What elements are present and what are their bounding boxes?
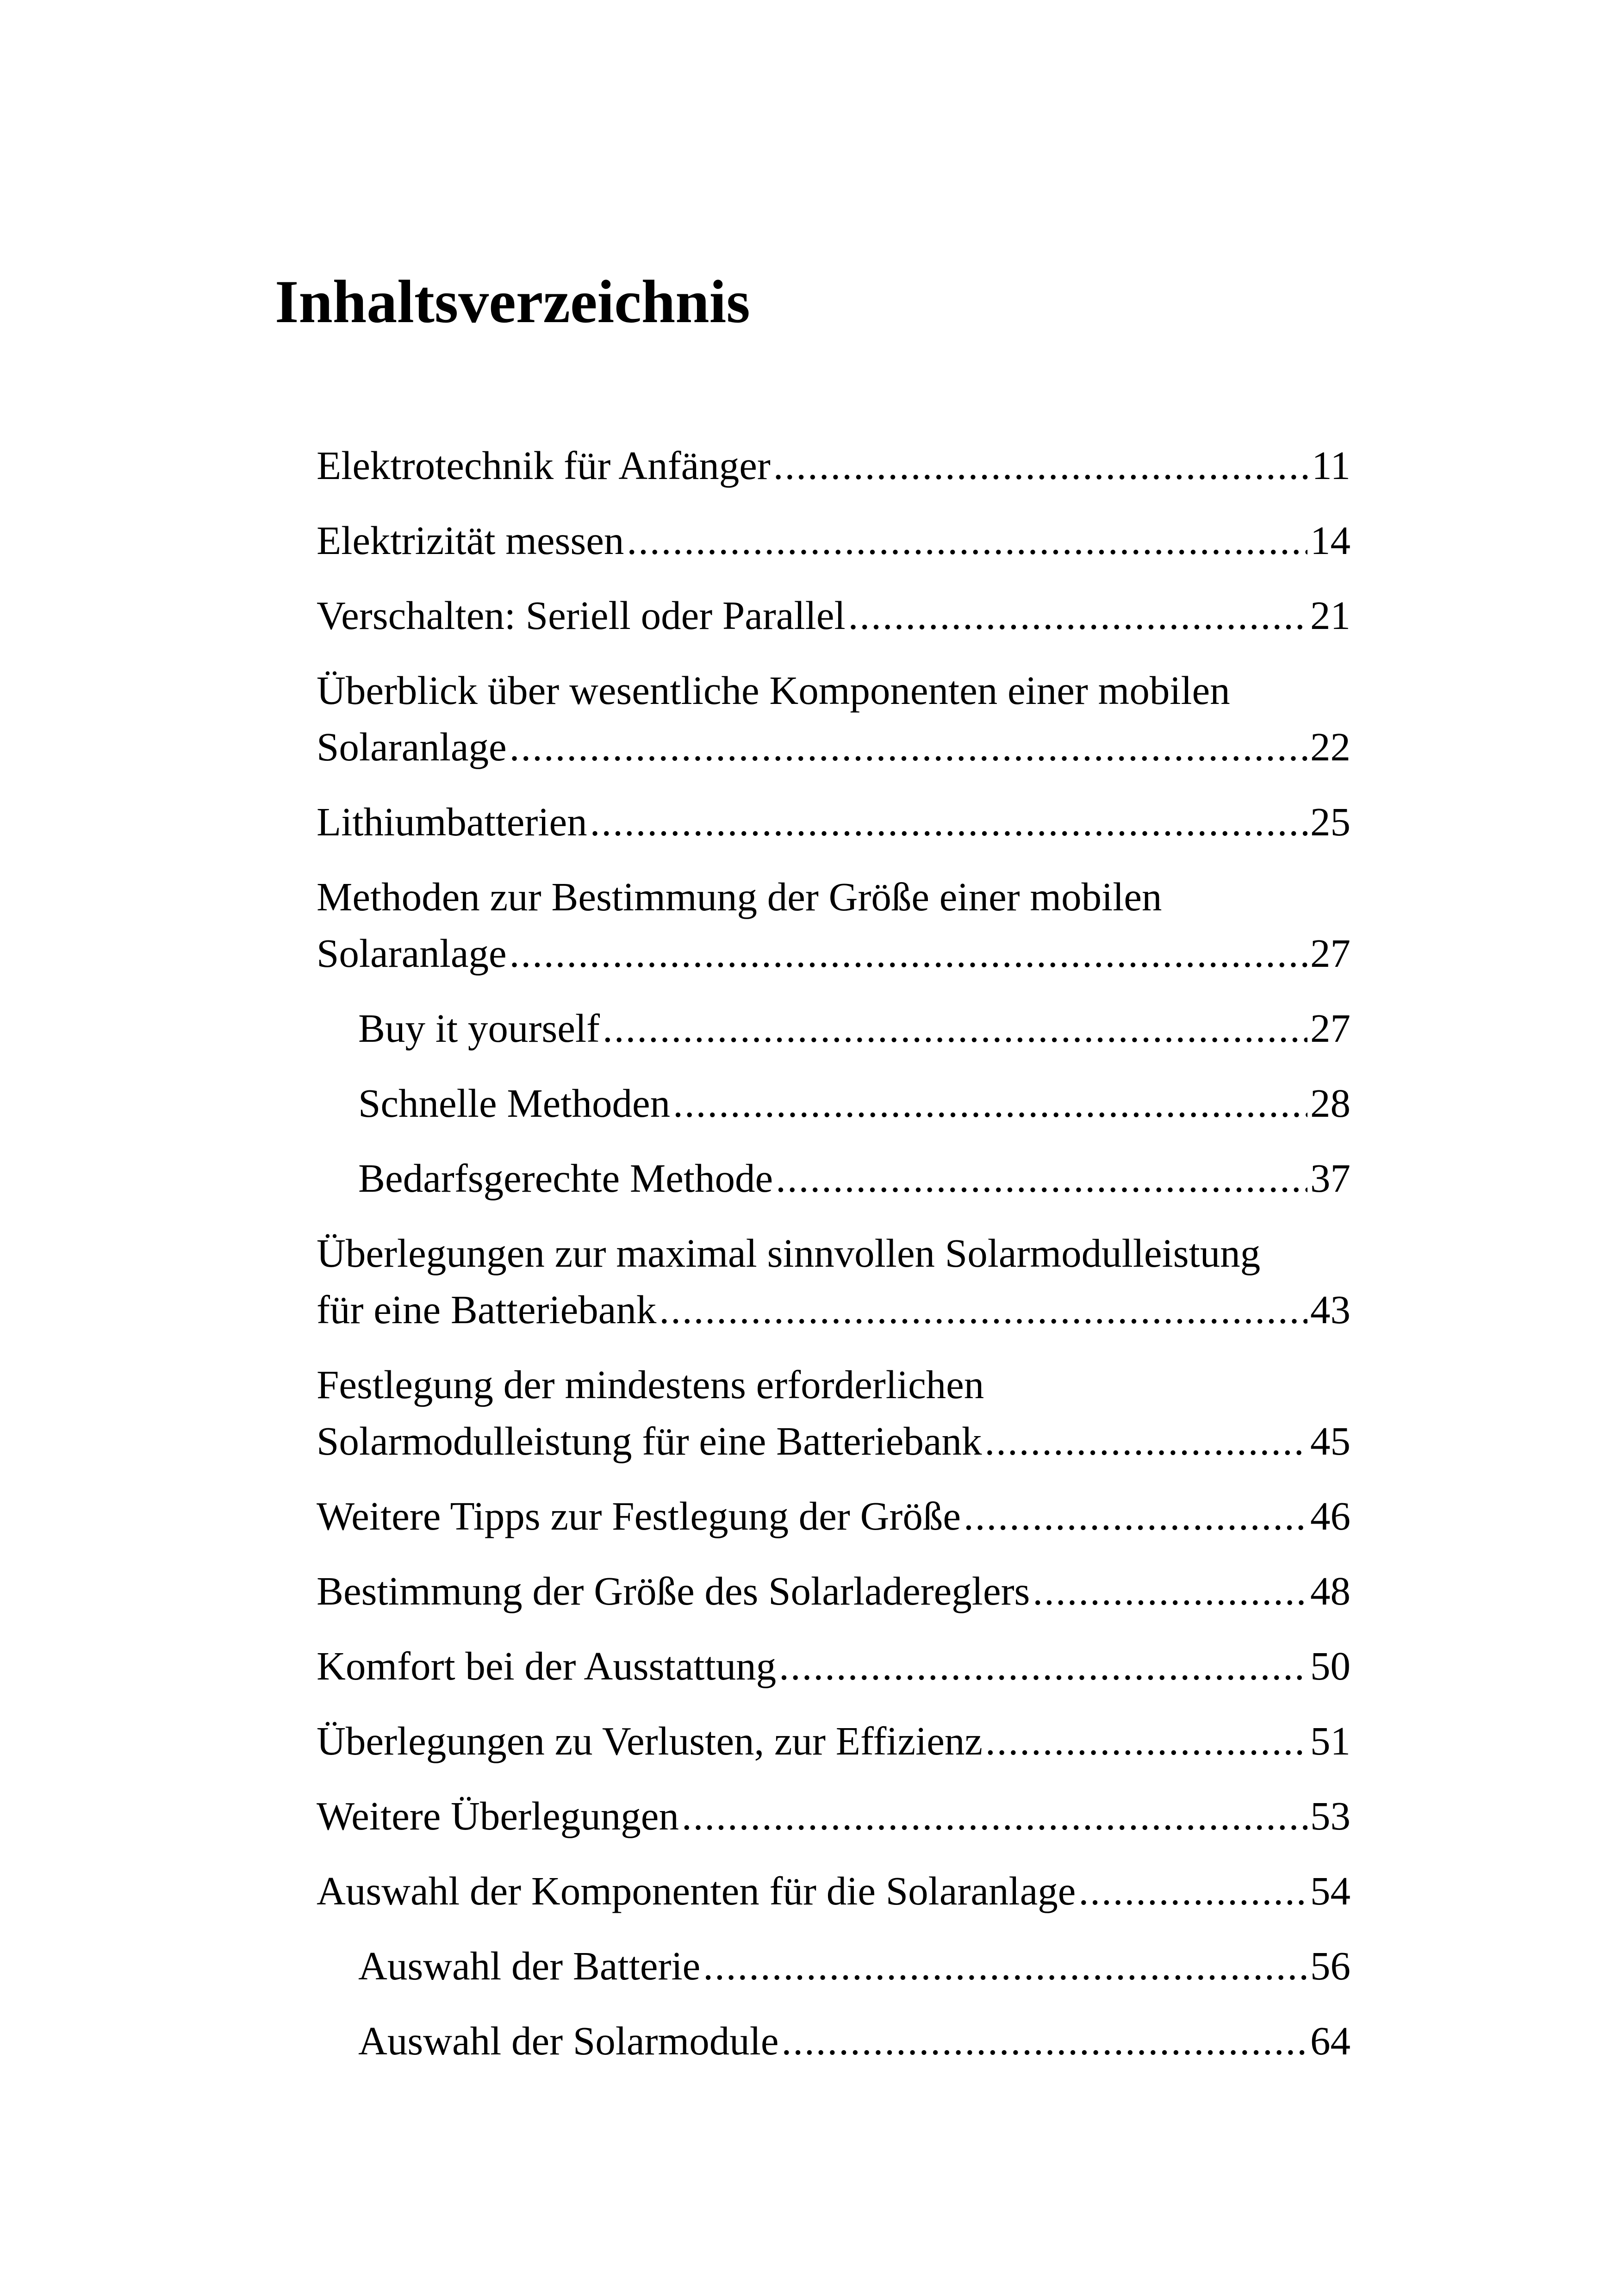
toc-subentry [358, 1156, 1350, 1201]
dot-leader [510, 727, 1307, 767]
toc-entry-page: 46 [1310, 1493, 1350, 1538]
toc-entry [317, 1718, 1350, 1763]
toc-entry-title: Lithiumbatterien [317, 799, 587, 844]
toc-entry-page: 51 [1310, 1718, 1350, 1763]
toc-entry [317, 1868, 1350, 1913]
toc-entry-title: Buy it yourself [358, 1006, 600, 1051]
dot-leader [1033, 1571, 1307, 1611]
toc-entry-title: Verschalten: Seriell oder Parallel [317, 593, 846, 638]
toc-entry-title: Schnelle Methoden [358, 1081, 671, 1126]
toc-entry [317, 518, 1350, 563]
toc-entry-page: 21 [1310, 593, 1350, 638]
page-title: Inhaltsverzeichnis [275, 268, 750, 336]
dot-leader [1078, 1871, 1307, 1911]
toc-entry-title-line: Festlegung der mindestens erforderlichen [317, 1362, 984, 1407]
toc-subentry [358, 1006, 1350, 1051]
toc-subentry [358, 1943, 1350, 1988]
toc-entry-page: 25 [1310, 799, 1350, 844]
toc-entry-page: 22 [1310, 724, 1350, 769]
dot-leader [776, 1158, 1307, 1198]
toc-entry-title: Weitere Überlegungen [317, 1793, 679, 1838]
dot-leader [964, 1496, 1307, 1536]
dot-leader [682, 1796, 1307, 1836]
toc-entry-title-line: Überblick über wesentliche Komponenten einer mobilen [317, 668, 1230, 713]
toc-entry-title: Bedarfsgerechte Methode [358, 1156, 773, 1201]
toc-entry-title: Solarmodulleistung für eine Batteriebank [317, 1419, 982, 1463]
dot-leader [603, 1008, 1307, 1048]
toc-entry-title: für eine Batteriebank [317, 1287, 657, 1332]
toc-entry [317, 443, 1350, 488]
toc-entry-title-line: Überlegungen zur maximal sinnvollen Solarmodulleistung [317, 1231, 1261, 1276]
toc-entry-page: 43 [1310, 1287, 1350, 1332]
toc-subentry [358, 1081, 1350, 1126]
toc-entry-title: Bestimmung der Größe des Solarladereglers [317, 1568, 1030, 1613]
toc-entry-page: 50 [1310, 1643, 1350, 1688]
dot-leader [659, 1289, 1307, 1330]
toc-entry-title: Komfort bei der Ausstattung [317, 1643, 777, 1688]
toc-entry-page: 64 [1310, 2018, 1350, 2063]
toc-entry-page: 27 [1310, 1006, 1350, 1051]
dot-leader [773, 445, 1309, 485]
toc-entry-title-line: Methoden zur Bestimmung der Größe einer mobilen [317, 874, 1162, 919]
toc-entry [317, 931, 1350, 976]
toc-entry-page: 37 [1310, 1156, 1350, 1201]
dot-leader [590, 802, 1307, 842]
dot-leader [703, 1946, 1307, 1986]
dot-leader [782, 2021, 1308, 2061]
toc-entry-page: 54 [1310, 1868, 1350, 1913]
toc-entry-title: Solaranlage [317, 724, 507, 769]
toc-entry [317, 799, 1350, 844]
toc-entry-page: 56 [1310, 1943, 1350, 1988]
toc-entry-page: 27 [1310, 931, 1350, 976]
toc-entry-page: 53 [1310, 1793, 1350, 1838]
toc-entry-title: Überlegungen zu Verlusten, zur Effizienz [317, 1718, 983, 1763]
toc-entry-title: Auswahl der Batterie [358, 1943, 701, 1988]
toc-entry [317, 593, 1350, 638]
dot-leader [985, 1421, 1307, 1461]
dot-leader [673, 1083, 1307, 1123]
dot-leader [985, 1721, 1307, 1761]
toc-entry-page: 11 [1312, 443, 1350, 488]
toc-entry [317, 1493, 1350, 1538]
toc-entry [317, 1793, 1350, 1838]
dot-leader [510, 933, 1307, 973]
toc-entry-title: Weitere Tipps zur Festlegung der Größe [317, 1493, 961, 1538]
toc-entry [317, 1643, 1350, 1688]
toc-entry-page: 45 [1310, 1419, 1350, 1463]
dot-leader [627, 520, 1307, 560]
toc-entry-title: Auswahl der Komponenten für die Solaranlage [317, 1868, 1076, 1913]
toc-entry-title: Auswahl der Solarmodule [358, 2018, 779, 2063]
toc-subentry [358, 2018, 1350, 2063]
toc-entry-title: Elektrotechnik für Anfänger [317, 443, 771, 488]
toc-entry-page: 14 [1310, 518, 1350, 563]
toc-entry-page: 28 [1310, 1081, 1350, 1126]
toc-entry [317, 1568, 1350, 1613]
dot-leader [848, 595, 1307, 635]
toc-entry [317, 1421, 1350, 1461]
toc-entry [317, 724, 1350, 769]
toc-entry [317, 1289, 1350, 1330]
toc-entry-title: Solaranlage [317, 931, 507, 976]
toc-entry-page: 48 [1310, 1568, 1350, 1613]
dot-leader [779, 1646, 1307, 1686]
toc-entry-title: Elektrizität messen [317, 518, 624, 563]
